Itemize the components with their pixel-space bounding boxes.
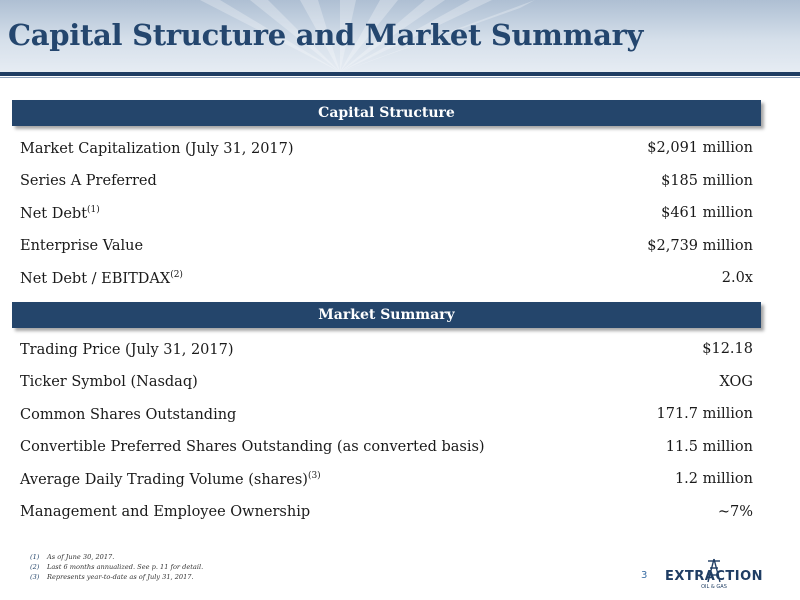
table-row (20, 165, 753, 198)
row-value: ~7% (717, 503, 753, 520)
table-row (20, 197, 753, 230)
table-row (20, 398, 753, 431)
row-label: Convertible Preferred Shares Outstanding (as converted basis) (20, 439, 485, 456)
footnote: (1) As of June 30, 2017. (30, 553, 115, 561)
row-value: $2,091 million (647, 140, 753, 157)
row-label: Market Capitalization (July 31, 2017) (20, 140, 294, 157)
row-label: Enterprise Value (20, 238, 144, 255)
row-label: Net Debt$^{(1)}$ (20, 204, 100, 222)
row-value: 2.0x (721, 270, 753, 287)
header-divider-thin (0, 77, 800, 78)
row-value: $2,739 million (647, 237, 753, 254)
table-row (20, 496, 753, 529)
section-header-capital-structure: Capital Structure (12, 100, 761, 126)
extraction-logo (664, 558, 764, 592)
footnote: (3) Represents year-to-date as of July 31, 2017. (30, 573, 194, 581)
row-value: $461 million (661, 205, 753, 222)
row-label: Series A Preferred (20, 173, 157, 190)
header-banner (0, 0, 800, 72)
row-value: 11.5 million (665, 438, 753, 455)
row-value: XOG (719, 373, 753, 390)
table-row (20, 431, 753, 464)
row-value: 1.2 million (674, 471, 753, 488)
row-label: Trading Price (July 31, 2017) (20, 341, 234, 358)
row-label: Average Daily Trading Volume (shares)$^{(3)}$ (20, 470, 321, 488)
row-label: Common Shares Outstanding (20, 406, 237, 423)
table-row (20, 463, 753, 496)
table-row (20, 366, 753, 399)
capital-structure-table (20, 132, 753, 295)
row-label: Net Debt / EBITDAX$^{(2)}$ (20, 269, 183, 287)
row-label: Management and Employee Ownership (20, 504, 311, 521)
row-value: 171.7 million (656, 406, 753, 423)
footnote-ref: (3) (307, 470, 321, 481)
page-title: Capital Structure and Market Summary (8, 18, 644, 52)
row-value: $12.18 (702, 341, 753, 358)
page-number: 3 (641, 570, 648, 581)
header-divider (0, 72, 800, 76)
table-row (20, 333, 753, 366)
market-summary-table (20, 333, 753, 528)
logo-subtitle: OIL & GAS (701, 584, 727, 590)
footnotes (30, 553, 203, 583)
footnote-ref: (1) (87, 204, 100, 215)
footnote: (2) Last 6 months annualized. See p. 11 for detail. (30, 563, 204, 571)
section-header-market-summary: Market Summary (12, 302, 761, 328)
row-value: $185 million (661, 172, 753, 189)
logo-wordmark: EXTRACTION (664, 569, 764, 584)
footnote-ref: (2) (170, 269, 183, 280)
row-label: Ticker Symbol (Nasdaq) (20, 374, 198, 391)
table-row (20, 262, 753, 295)
table-row (20, 132, 753, 165)
table-row (20, 230, 753, 263)
